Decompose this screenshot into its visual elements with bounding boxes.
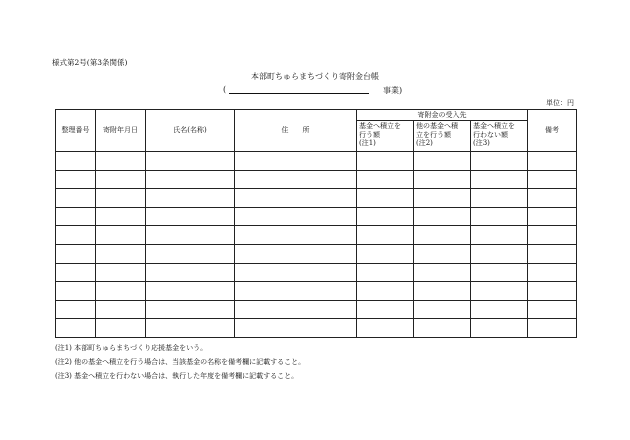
ledger-body bbox=[56, 152, 577, 338]
cell-address bbox=[235, 207, 357, 226]
cell-no-deposit bbox=[471, 244, 528, 263]
header-recipient: 寄附金の受入先 bbox=[357, 110, 528, 121]
cell-no-deposit bbox=[471, 319, 528, 338]
cell-other-fund-deposit bbox=[414, 207, 471, 226]
cell-other-fund-deposit bbox=[414, 170, 471, 189]
cell-reg-no bbox=[56, 170, 96, 189]
header-address: 住 所 bbox=[235, 110, 357, 152]
header-no-deposit-note: (注3) bbox=[473, 139, 490, 147]
cell-fund-deposit bbox=[357, 189, 414, 208]
cell-fund-deposit bbox=[357, 282, 414, 301]
footnotes bbox=[55, 341, 305, 383]
cell-fund-deposit bbox=[357, 244, 414, 263]
cell-address bbox=[235, 282, 357, 301]
cell-date bbox=[96, 189, 146, 208]
cell-no-deposit bbox=[471, 170, 528, 189]
table-row bbox=[56, 170, 577, 189]
business-suffix: 事業) bbox=[383, 86, 403, 95]
cell-remarks bbox=[528, 207, 577, 226]
cell-remarks bbox=[528, 152, 577, 171]
cell-fund-deposit bbox=[357, 226, 414, 245]
footnote-2: (注2) 他の基金へ積立を行う場合は、当該基金の名称を備考欄に記載すること。 bbox=[55, 358, 306, 366]
cell-other-fund-deposit bbox=[414, 152, 471, 171]
cell-name bbox=[146, 319, 235, 338]
cell-address bbox=[235, 319, 357, 338]
cell-name bbox=[146, 244, 235, 263]
cell-other-fund-deposit bbox=[414, 300, 471, 319]
cell-other-fund-deposit bbox=[414, 189, 471, 208]
cell-date bbox=[96, 300, 146, 319]
cell-other-fund-deposit bbox=[414, 263, 471, 282]
header-name: 氏名(名称) bbox=[146, 110, 235, 152]
cell-reg-no bbox=[56, 282, 96, 301]
cell-fund-deposit bbox=[357, 319, 414, 338]
cell-name bbox=[146, 189, 235, 208]
cell-date bbox=[96, 170, 146, 189]
cell-name bbox=[146, 300, 235, 319]
cell-name bbox=[146, 282, 235, 301]
cell-no-deposit bbox=[471, 300, 528, 319]
cell-reg-no bbox=[56, 300, 96, 319]
header-remarks: 備考 bbox=[528, 110, 577, 152]
header-other-fund-line1: 他の基金へ積 bbox=[416, 122, 458, 130]
cell-address bbox=[235, 244, 357, 263]
header-no-deposit-line1: 基金へ積立を bbox=[473, 122, 515, 130]
cell-other-fund-deposit bbox=[414, 244, 471, 263]
cell-name bbox=[146, 152, 235, 171]
table-row bbox=[56, 189, 577, 208]
cell-date bbox=[96, 152, 146, 171]
cell-fund-deposit bbox=[357, 152, 414, 171]
form-number-label: 様式第2号(第3条関係) bbox=[52, 58, 128, 67]
cell-name bbox=[146, 207, 235, 226]
table-row bbox=[56, 263, 577, 282]
cell-other-fund-deposit bbox=[414, 226, 471, 245]
cell-reg-no bbox=[56, 226, 96, 245]
cell-reg-no bbox=[56, 152, 96, 171]
header-fund-deposit bbox=[357, 121, 414, 152]
cell-no-deposit bbox=[471, 263, 528, 282]
cell-reg-no bbox=[56, 319, 96, 338]
cell-date bbox=[96, 282, 146, 301]
cell-no-deposit bbox=[471, 189, 528, 208]
header-fund-deposit-line1: 基金へ積立を bbox=[359, 122, 401, 130]
cell-remarks bbox=[528, 244, 577, 263]
cell-other-fund-deposit bbox=[414, 282, 471, 301]
cell-no-deposit bbox=[471, 207, 528, 226]
cell-address bbox=[235, 170, 357, 189]
cell-remarks bbox=[528, 300, 577, 319]
cell-reg-no bbox=[56, 244, 96, 263]
header-date: 寄附年月日 bbox=[96, 110, 146, 152]
cell-fund-deposit bbox=[357, 207, 414, 226]
cell-date bbox=[96, 207, 146, 226]
cell-date bbox=[96, 319, 146, 338]
cell-name bbox=[146, 170, 235, 189]
business-open-paren: ( bbox=[223, 85, 227, 94]
table-row bbox=[56, 244, 577, 263]
cell-date bbox=[96, 226, 146, 245]
header-no-deposit bbox=[471, 121, 528, 152]
cell-reg-no bbox=[56, 207, 96, 226]
cell-address bbox=[235, 152, 357, 171]
header-reg-no: 整理番号 bbox=[56, 110, 96, 152]
donation-ledger-table bbox=[55, 109, 577, 338]
cell-no-deposit bbox=[471, 152, 528, 171]
cell-remarks bbox=[528, 319, 577, 338]
unit-label: 単位：円 bbox=[546, 99, 574, 107]
table-row bbox=[56, 282, 577, 301]
cell-reg-no bbox=[56, 263, 96, 282]
footnote-3: (注3) 基金へ積立を行わない場合は、執行した年度を備考欄に記載すること。 bbox=[55, 372, 299, 380]
cell-fund-deposit bbox=[357, 300, 414, 319]
cell-address bbox=[235, 226, 357, 245]
cell-address bbox=[235, 189, 357, 208]
page-title: 本部町ちゅらまちづくり寄附金台帳 bbox=[251, 72, 379, 81]
cell-remarks bbox=[528, 263, 577, 282]
footnote-1: (注1) 本部町ちゅらまちづくり応援基金をいう。 bbox=[55, 344, 208, 352]
cell-name bbox=[146, 263, 235, 282]
cell-address bbox=[235, 300, 357, 319]
table-row bbox=[56, 319, 577, 338]
cell-other-fund-deposit bbox=[414, 319, 471, 338]
cell-remarks bbox=[528, 226, 577, 245]
cell-remarks bbox=[528, 170, 577, 189]
header-no-deposit-line2: 行わない額 bbox=[473, 130, 508, 139]
cell-name bbox=[146, 226, 235, 245]
header-fund-deposit-note: (注1) bbox=[359, 139, 376, 147]
header-fund-deposit-line2: 行う額 bbox=[359, 130, 380, 139]
cell-fund-deposit bbox=[357, 170, 414, 189]
table-row bbox=[56, 226, 577, 245]
table-row bbox=[56, 300, 577, 319]
cell-no-deposit bbox=[471, 282, 528, 301]
table-row bbox=[56, 152, 577, 171]
header-other-fund-note: (注2) bbox=[416, 139, 433, 147]
cell-date bbox=[96, 263, 146, 282]
table-row bbox=[56, 207, 577, 226]
cell-date bbox=[96, 244, 146, 263]
cell-fund-deposit bbox=[357, 263, 414, 282]
business-name-blank-line bbox=[229, 93, 369, 94]
cell-remarks bbox=[528, 189, 577, 208]
cell-address bbox=[235, 263, 357, 282]
cell-no-deposit bbox=[471, 226, 528, 245]
header-other-fund-line2: 立を行う額 bbox=[416, 130, 451, 139]
cell-reg-no bbox=[56, 189, 96, 208]
cell-remarks bbox=[528, 282, 577, 301]
header-other-fund-deposit bbox=[414, 121, 471, 152]
